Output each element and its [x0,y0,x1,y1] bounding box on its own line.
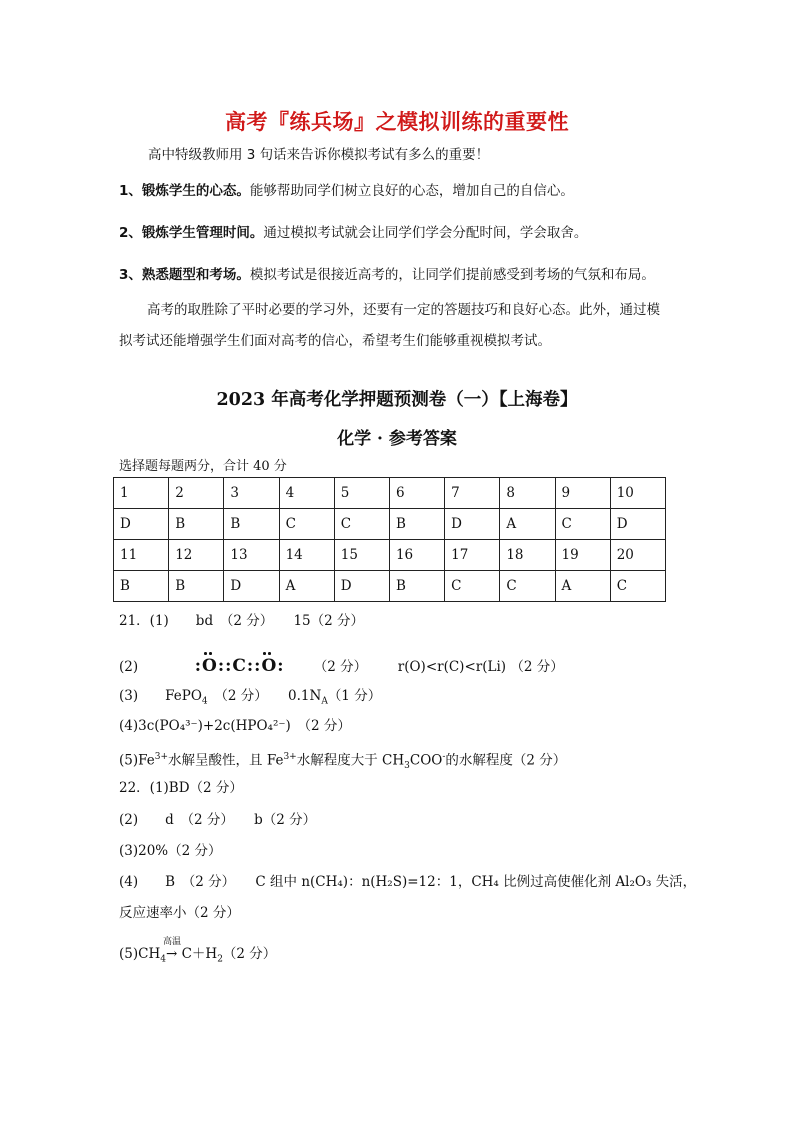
q21-5-a: (5)Fe [119,752,155,769]
table-cell: 13 [224,540,279,571]
table-cell: A [555,571,610,602]
table-cell: B [224,509,279,540]
exam-title: 2023 年高考化学押题预测卷（一）【上海卷】 [216,390,578,410]
q21-5-e: 的水解程度（2 分） [445,752,567,769]
table-cell: B [389,571,444,602]
table-cell: 7 [445,478,500,509]
q21-2-score2: （2 分） [510,659,564,675]
answer-table [113,477,666,602]
table-cell: 3 [224,478,279,509]
lewis-carbon: C [232,656,247,676]
q22-5-c: （2 分） [222,946,277,962]
q21-3-b: （2 分） 0.1N [207,688,322,704]
q22-part1: 22．(1)BD（2 分） [119,780,243,796]
q22-5-b: C＋H [177,946,218,962]
table-cell: B [169,571,224,602]
table-cell: A [500,509,555,540]
table-cell: 16 [389,540,444,571]
q22-part3: (3)20%（2 分） [119,843,222,859]
arrow-icon: → [165,946,178,962]
table-cell: 20 [610,540,665,571]
q21-5-b: 水解呈酸性，且 Fe [168,752,284,769]
table-cell: 10 [610,478,665,509]
table-cell: 8 [500,478,555,509]
point-lead: 2、锻炼学生管理时间。 [119,225,264,241]
q22-5-sub: 4 [160,954,166,965]
q21-5-c: 水解程度大于 CH [296,752,405,769]
point-text: 模拟考试是很接近高考的，让同学们提前感受到考场的气氛和布局。 [249,267,655,283]
q21-5-sup2: 3+ [283,752,297,762]
point-lead: 3、熟悉题型和考场。 [119,267,250,283]
q21-part1: 21．(1) bd （2 分） 15（2 分） [119,613,365,629]
promo-point-3 [119,265,655,285]
lewis-oxygen-left: O [202,656,218,676]
table-cell: 14 [279,540,334,571]
point-lead: 1、锻炼学生的心态。 [119,183,250,199]
table-row [114,509,666,540]
table-cell: A [279,571,334,602]
table-cell: C [279,509,334,540]
table-cell: 4 [279,478,334,509]
table-cell: B [169,509,224,540]
reaction-condition: 高温 [162,937,181,947]
point-text: 通过模拟考试就会让同学们学会分配时间，学会取舍。 [263,225,588,241]
table-cell: 11 [114,540,169,571]
q21-2-prefix: (2) [119,659,139,675]
promo-point-1 [119,181,574,201]
table-cell: D [334,571,389,602]
promo-title: 高考『练兵场』之模拟训练的重要性 [225,110,569,134]
table-row [114,571,666,602]
table-cell: 6 [389,478,444,509]
table-cell: 1 [114,478,169,509]
q22-5-sub2: 2 [217,954,223,965]
table-cell: C [445,571,500,602]
table-cell: 15 [334,540,389,571]
table-cell: 18 [500,540,555,571]
table-row [114,478,666,509]
exam-subtitle: 化学 · 参考答案 [337,429,457,449]
co2-lewis-structure: :O::C::O: [194,656,285,676]
q21-3-a: (3) FePO [119,688,202,704]
q21-part2 [119,656,564,677]
table-cell: B [389,509,444,540]
lewis-oxygen-right: O [261,656,278,676]
q21-5-sup: 3+ [154,752,169,762]
q22-part4-line1: (4) B （2 分） C 组中 n(CH₄)：n(H₂S)=12：1，CH₄ 比例过高使催化剂 Al₂O₃ 失活， [119,874,697,890]
table-cell: B [114,571,169,602]
table-cell: 9 [555,478,610,509]
q21-2-relation: r(O)<r(C)<r(Li) [397,659,507,675]
table-cell: D [445,509,500,540]
lewis-bond-right: :: [246,656,262,676]
table-cell: C [334,509,389,540]
point-text: 能够帮助同学们树立良好的心态，增加自己的自信心。 [249,183,574,199]
promo-closing-line-2: 拟考试还能增强学生们面对高考的信心，希望考生们能够重视模拟考试。 [119,333,551,349]
q22-5-a: (5)CH [119,946,161,962]
q21-3-sub: 4 [201,696,208,707]
q22-part5 [119,937,277,970]
table-cell: 17 [445,540,500,571]
mc-note: 选择题每题两分，合计 40 分 [119,459,287,474]
promo-intro: 高中特级教师用 3 句话来告诉你模拟考试有多么的重要！ [148,147,490,163]
q21-5-sub: 3 [404,761,410,772]
q21-5-sup3: - [442,752,446,762]
table-cell: D [610,509,665,540]
table-row [114,540,666,571]
promo-closing-line-1: 高考的取胜除了平时必要的学习外，还要有一定的答题技巧和良好心态。此外，通过模 [147,302,660,318]
table-cell: C [610,571,665,602]
q21-3-sub2: A [321,696,328,707]
q21-3-c: （1 分） [327,688,382,704]
q22-part4-line2: 反应速率小（2 分） [119,905,240,921]
table-cell: 5 [334,478,389,509]
lewis-bond-left: :: [217,656,233,676]
table-cell: 19 [555,540,610,571]
table-cell: D [224,571,279,602]
q22-part2: (2) d （2 分） b（2 分） [119,812,317,828]
promo-point-2 [119,223,587,243]
q21-part4: (4)3c(PO₄³⁻)+2c(HPO₄²⁻) （2 分） [119,718,351,734]
q21-part5 [119,747,566,776]
table-cell: C [500,571,555,602]
table-cell: C [555,509,610,540]
table-cell: 12 [169,540,224,571]
q21-part3 [119,686,381,712]
table-cell: 2 [169,478,224,509]
q21-5-d: COO [409,752,443,769]
reaction-arrow [162,937,181,964]
q21-2-score: （2 分） [313,659,368,675]
table-cell: D [114,509,169,540]
